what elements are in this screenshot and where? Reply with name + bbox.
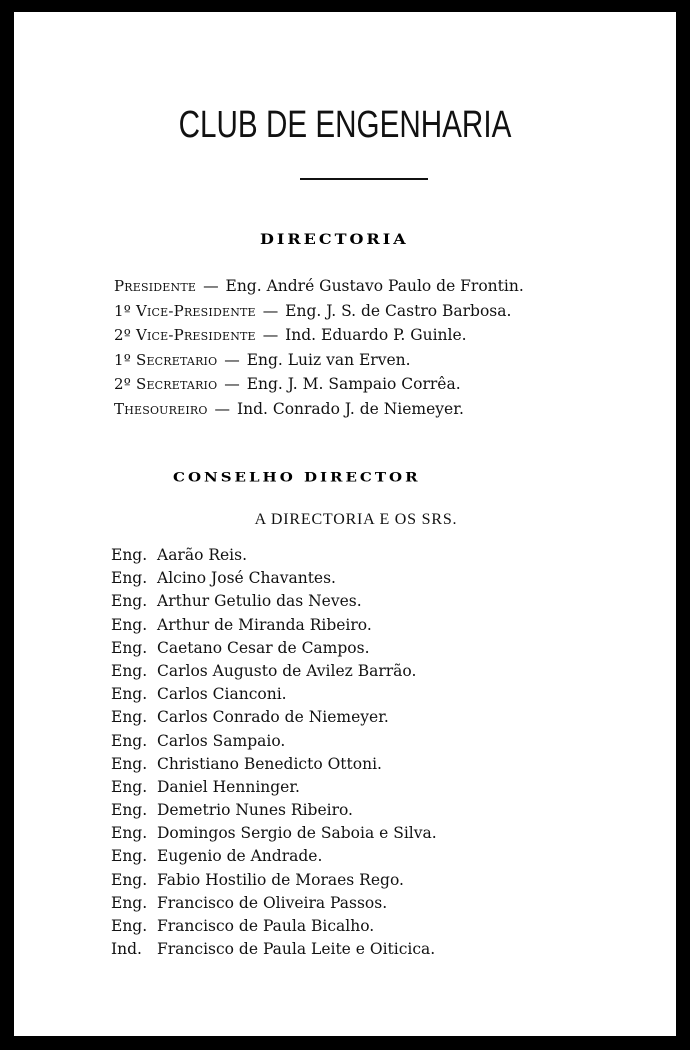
member-title: Eng. [111, 777, 148, 796]
officer-row: Thesoureiro — Ind. Conrado J. de Niemeyer. [114, 399, 464, 418]
officer-row: Presidente — Eng. André Gustavo Paulo de Frontin. [114, 277, 524, 295]
member-name: Carlos Cianconi. [157, 685, 287, 704]
conselho-subheading: A DIRECTORIA E OS SRS. [254, 511, 458, 528]
member-title: Eng. [111, 801, 148, 820]
member-name: Francisco de Paula Bicalho. [157, 917, 375, 935]
member-title: Eng. [111, 615, 148, 634]
member-row [111, 915, 671, 938]
member-title: Eng. [111, 685, 148, 704]
member-row [111, 590, 671, 613]
member-title: Eng. [111, 754, 148, 773]
member-name: Francisco de Paula Leite e Oiticica. [157, 940, 436, 959]
member-row [111, 683, 671, 706]
member-title: Eng. [111, 917, 148, 935]
member-title: Eng. [111, 708, 148, 727]
document-page [14, 12, 676, 1036]
officer-row: 1º Secretario — Eng. Luiz van Erven. [114, 350, 411, 369]
officer-name: Eng. Luiz van Erven. [246, 350, 411, 369]
member-title: Eng. [111, 592, 148, 611]
member-row [111, 660, 671, 683]
conselho-heading: CONSELHO DIRECTOR [173, 469, 421, 485]
officer-name: Eng. J. M. Sampaio Corrêa. [246, 375, 461, 393]
member-title: Ind. [111, 940, 142, 959]
member-title: Eng. [111, 824, 148, 843]
member-name: Carlos Sampaio. [157, 731, 286, 750]
directoria-heading: DIRECTORIA [260, 231, 409, 248]
member-name: Demetrio Nunes Ribeiro. [157, 801, 353, 820]
member-name: Arthur Getulio das Neves. [157, 592, 362, 611]
member-row [111, 753, 671, 776]
member-name: Fabio Hostilio de Moraes Rego. [157, 870, 404, 889]
officer-row: 2º Vice-Presidente — Ind. Eduardo P. Guinle. [114, 326, 467, 344]
member-title: Eng. [111, 638, 148, 657]
member-row [111, 776, 671, 799]
member-name: Arthur de Miranda Ribeiro. [157, 615, 372, 634]
member-row [111, 938, 671, 961]
member-title: Eng. [111, 731, 148, 750]
member-row [111, 799, 671, 822]
member-title: Eng. [111, 870, 148, 889]
page-title: CLUB DE ENGENHARIA [178, 104, 512, 146]
officer-name: Eng. J. S. de Castro Barbosa. [285, 301, 512, 320]
member-name: Carlos Augusto de Avilez Barrão. [157, 661, 417, 680]
member-row [111, 822, 671, 845]
member-row [111, 845, 671, 868]
officer-role: 1º Vice-Presidente [114, 301, 256, 320]
officer-row: 2º Secretario — Eng. J. M. Sampaio Corrêa. [114, 375, 461, 393]
member-name: Aarão Reis. [157, 546, 248, 564]
member-title: Eng. [111, 546, 148, 564]
members-list [111, 544, 671, 961]
member-name: Christiano Benedicto Ottoni. [157, 754, 382, 773]
officer-name: Ind. Conrado J. de Niemeyer. [236, 399, 464, 418]
member-row [111, 892, 671, 915]
member-name: Alcino José Chavantes. [157, 569, 336, 588]
officer-row: 1º Vice-Presidente — Eng. J. S. de Castro Barbosa. [114, 301, 512, 320]
member-row [111, 706, 671, 729]
member-name: Eugenio de Andrade. [157, 847, 323, 866]
officer-role: Thesoureiro [114, 399, 208, 418]
officer-role: 1º Secretario [114, 350, 218, 369]
member-row [111, 869, 671, 892]
member-name: Daniel Henninger. [157, 777, 300, 796]
title-divider [300, 178, 428, 180]
member-row [111, 567, 671, 590]
officer-name: Ind. Eduardo P. Guinle. [285, 326, 467, 344]
member-row [111, 637, 671, 660]
member-row [111, 730, 671, 753]
member-name: Carlos Conrado de Niemeyer. [157, 708, 389, 727]
member-title: Eng. [111, 661, 148, 680]
officer-role: 2º Secretario [114, 375, 218, 393]
officer-role: Presidente [114, 277, 197, 295]
member-title: Eng. [111, 569, 148, 588]
member-title: Eng. [111, 893, 148, 912]
member-title: Eng. [111, 847, 148, 866]
officer-role: 2º Vice-Presidente [114, 326, 256, 344]
member-name: Caetano Cesar de Campos. [157, 638, 370, 657]
member-name: Domingos Sergio de Saboia e Silva. [157, 824, 437, 843]
member-name: Francisco de Oliveira Passos. [157, 893, 388, 912]
member-row [111, 544, 671, 567]
officer-name: Eng. André Gustavo Paulo de Frontin. [225, 277, 524, 295]
member-row [111, 614, 671, 637]
officers-list [114, 274, 674, 421]
